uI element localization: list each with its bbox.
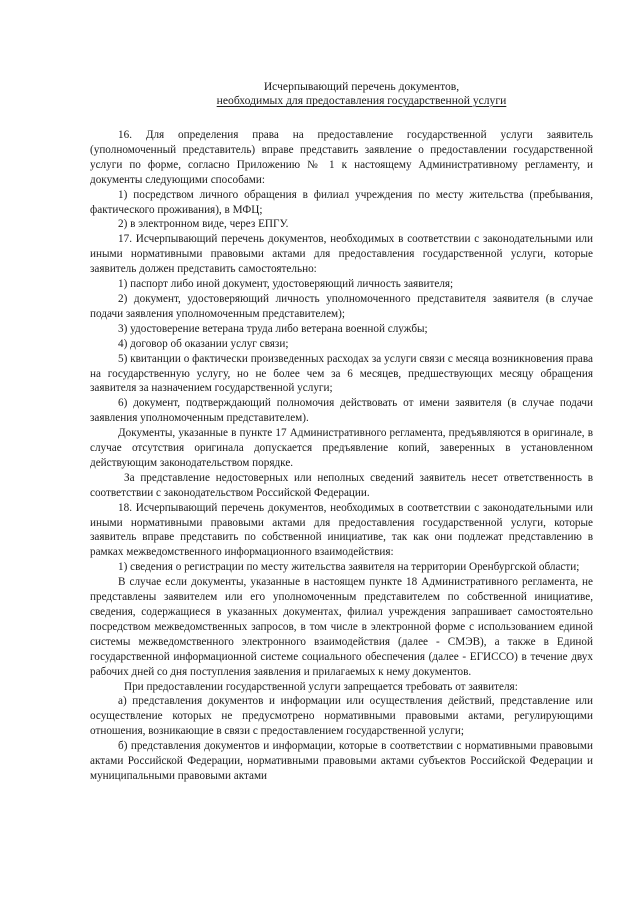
paragraph-16: 16. Для определения права на предоставление государственной услуги заявитель (уполномоченный представитель) вправе представить заявление о предоставлении государственной услуги по форме, согласно Приложению № 1 к настоящему Административному регламенту, и документы следующими способами: [90, 129, 593, 186]
paragraph-18-item-1: 1) сведения о регистрации по месту жительства заявителя на территории Оренбургской области; [118, 561, 580, 574]
title-line-1: Исчерпывающий перечень документов, [263, 80, 460, 93]
paragraph-16-item-2: 2) в электронном виде, через ЕПГУ. [118, 218, 289, 231]
paragraph-interagency-requests: В случае если документы, указанные в настоящем пункте 18 Административного регламента, не представлены заявителем или его уполномоченным представителем по собственной инициативе, сведения, содержащиеся в указанных документах, филиал учреждения запрашивает самостоятельно посредством межведомственных запросов, в том числе в электронной форме с использованием единой системы межведомственного электронного взаимодействия (далее - СМЭВ), а также в Единой государственной информационной системе социального обеспечения (далее - ЕГИССО) в течение двух рабочих дней со дня поступления заявления и прилагаемых к нему документов. [90, 576, 593, 678]
paragraph-responsibility: За представление недостоверных или неполных сведений заявитель несет ответственность в соответствии с законодательством Российской Федерации. [90, 471, 593, 499]
title-line-2: необходимых для предоставления государственной услуги [216, 94, 507, 107]
paragraph-17-item-6: 6) документ, подтверждающий полномочия действовать от имени заявителя (в случае подачи заявления уполномоченным представителем). [90, 397, 593, 425]
paragraph-17-item-1: 1) паспорт либо иной документ, удостоверяющий личность заявителя; [118, 278, 454, 291]
paragraph-prohibitions: При предоставлении государственной услуги запрещается требовать от заявителя: [124, 680, 518, 693]
paragraph-prohibition-a: а) представления документов и информации или осуществления действий, представление или осуществление которых не предусмотрено нормативными правовыми актами, регулирующими отношения, возникающие в связи с предоставлением государственной услуги; [90, 695, 593, 738]
paragraph-17-item-4: 4) договор об оказании услуг связи; [118, 337, 289, 350]
document-title [90, 80, 593, 108]
paragraph-17-item-2: 2) документ, удостоверяющий личность уполномоченного представителя заявителя (в случае подачи заявления уполномоченным представителем); [90, 292, 593, 320]
paragraph-18: 18. Исчерпывающий перечень документов, необходимых в соответствии с законодательными или иными нормативными правовыми актами для предоставления государственной услуги, которые заявитель вправе представить по собственной инициативе, так как они подлежат представлению в рамках межведомственного информационного взаимодействия: [90, 501, 593, 559]
paragraph-17-item-5: 5) квитанции о фактически произведенных расходах за услуги связи с месяца возникновения права на государственную услугу, но не более чем за 6 месяцев, предшествующих месяцу обращения заявителя за назначением государственной услуги; [90, 352, 593, 395]
paragraph-17-item-3: 3) удостоверение ветерана труда либо ветерана военной службы; [118, 322, 428, 335]
document-body [90, 128, 593, 784]
paragraph-17: 17. Исчерпывающий перечень документов, необходимых в соответствии с законодательными или иными нормативными правовыми актами для предоставления государственной услуги, которые заявитель должен представить самостоятельно: [90, 233, 593, 276]
paragraph-documents-note: Документы, указанные в пункте 17 Административного регламента, предъявляются в оригинале, в случае отсутствия оригинала допускается предъявление копий, заверенных в установленном действующим законодательством порядке. [90, 427, 593, 469]
paragraph-prohibition-b: б) представления документов и информации, которые в соответствии с нормативными правовыми актами Российской Федерации, нормативными правовыми актами субъектов Российской Федерации и муниципальными правовыми актами [90, 740, 593, 782]
paragraph-16-item-1: 1) посредством личного обращения в филиал учреждения по месту жительства (пребывания, фактического проживания), в МФЦ; [90, 188, 593, 216]
